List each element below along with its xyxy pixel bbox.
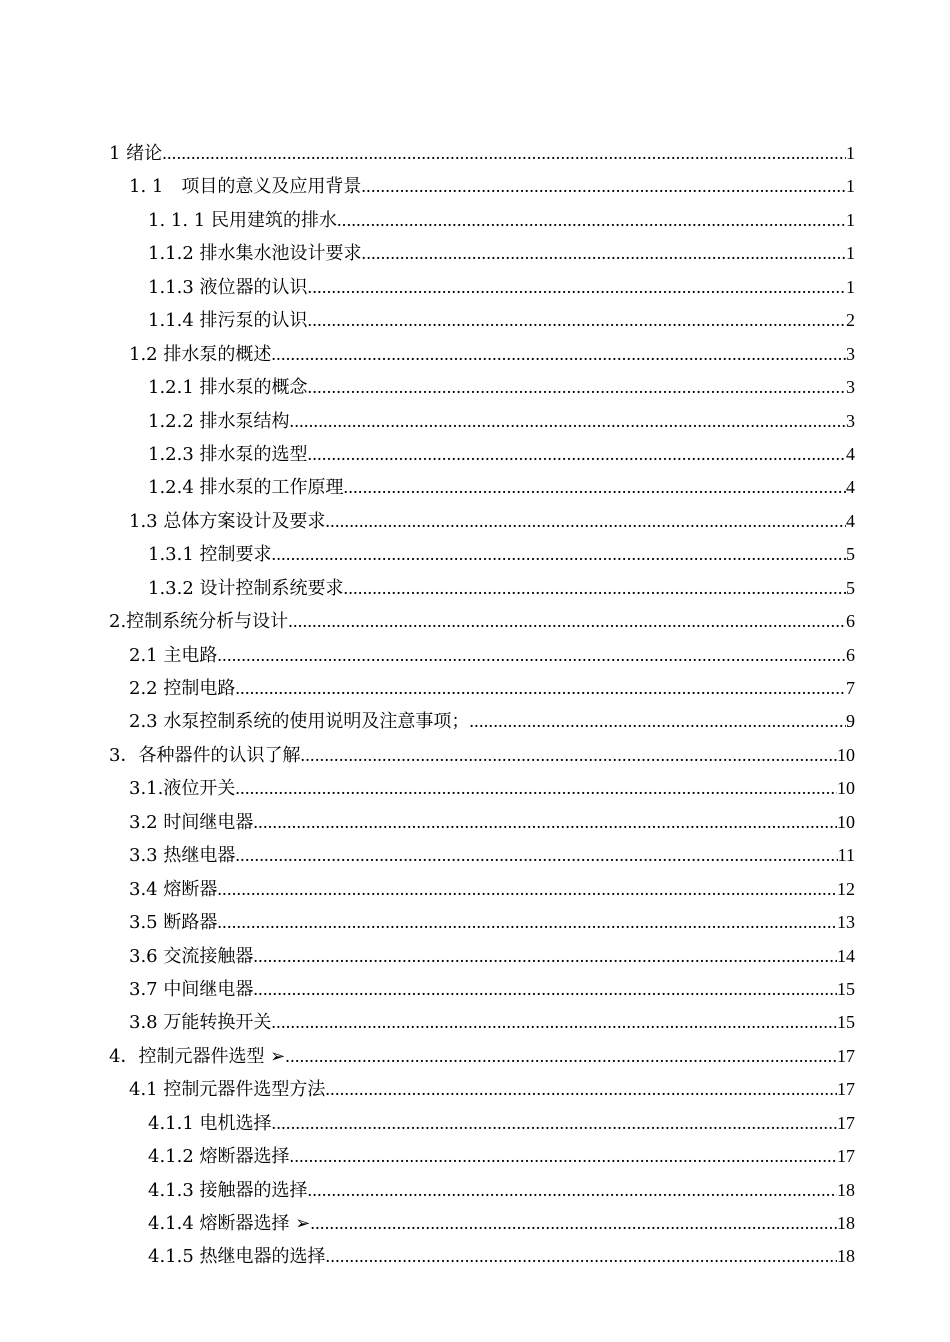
toc-page-number: 17 (837, 1112, 855, 1133)
toc-entry-title: 3.3 热继电器 (129, 845, 236, 867)
toc-dot-leader (337, 204, 846, 237)
toc-page-number: 10 (837, 778, 855, 799)
toc-entry[interactable] (0, 338, 950, 371)
toc-entry[interactable] (0, 672, 950, 705)
toc-page-number: 1 (846, 143, 855, 163)
toc-entry[interactable] (0, 237, 950, 270)
toc-dot-leader (217, 639, 846, 672)
toc-dot-leader (272, 1107, 837, 1140)
toc-entry[interactable] (0, 1140, 950, 1173)
toc-entry-title: 4.1.5 热继电器的选择 (148, 1246, 326, 1268)
toc-dot-leader (235, 772, 837, 805)
toc-page-number: 17 (837, 1079, 855, 1100)
toc-dot-leader (271, 338, 846, 371)
toc-entry-title: 1.2.4 排水泵的工作原理 (148, 477, 344, 499)
toc-dot-leader (308, 271, 846, 304)
toc-entry-title: 1 绪论 (109, 143, 163, 164)
toc-entry-title: 1.2 排水泵的概述 (129, 343, 272, 365)
toc-entry-title: 1.1.3 液位器的认识 (148, 276, 308, 298)
toc-dot-leader (217, 906, 837, 939)
toc-dot-leader (300, 739, 837, 772)
toc-entry[interactable] (0, 1006, 950, 1039)
toc-dot-leader (253, 973, 837, 1006)
toc-dot-leader (469, 705, 846, 738)
toc-entry-title: 3．各种器件的认识了解 (109, 744, 301, 766)
toc-entry[interactable] (0, 137, 950, 170)
toc-dot-leader (288, 605, 846, 638)
toc-page-number: 1 (846, 276, 855, 297)
toc-entry-title: 4．控制元器件选型 ➢ (109, 1045, 286, 1067)
toc-entry-title: 4.1 控制元器件选型方法 (129, 1079, 326, 1101)
toc-entry-title: 3.1.液位开关 (129, 778, 236, 800)
toc-page-number: 6 (846, 611, 855, 632)
toc-page-number: 10 (837, 811, 855, 832)
toc-entry[interactable] (0, 806, 950, 839)
toc-entry[interactable] (0, 639, 950, 672)
toc-entry-title: 1.3.2 设计控制系统要求 (148, 577, 344, 599)
toc-entry-title: 3.4 熔断器 (129, 878, 218, 900)
toc-entry-title: 2.2 控制电路 (129, 678, 236, 699)
toc-entry-title: 1.2.2 排水泵结构 (148, 410, 290, 432)
toc-page-number: 18 (837, 1246, 855, 1267)
toc-page-number: 18 (837, 1179, 855, 1200)
toc-page-number: 15 (837, 1012, 855, 1033)
toc-entry[interactable] (0, 271, 950, 304)
toc-dot-leader (310, 1207, 837, 1240)
toc-entry-title: 2.控制系统分析与设计 (109, 611, 289, 633)
toc-page-number: 3 (846, 410, 855, 431)
toc-page-number: 5 (846, 577, 855, 598)
toc-dot-leader (308, 371, 846, 404)
toc-page-number: 17 (837, 1146, 855, 1167)
toc-page-number: 15 (837, 978, 855, 999)
toc-entry[interactable] (0, 906, 950, 939)
toc-page-number: 10 (837, 744, 855, 765)
toc-entry-title: 3.2 时间继电器 (129, 811, 254, 833)
toc-entry[interactable] (0, 471, 950, 504)
toc-entry-title: 2.1 主电路 (129, 644, 218, 666)
toc-dot-leader (325, 505, 846, 538)
toc-entry[interactable] (0, 1174, 950, 1207)
toc-entry[interactable] (0, 1073, 950, 1106)
toc-page-number: 3 (846, 343, 855, 364)
toc-entry[interactable] (0, 1040, 950, 1073)
toc-entry-title: 1.1.2 排水集水池设计要求 (148, 243, 362, 265)
toc-dot-leader (272, 538, 846, 571)
toc-entry[interactable] (0, 1240, 950, 1273)
toc-entry[interactable] (0, 304, 950, 337)
toc-entry[interactable] (0, 605, 950, 638)
toc-entry-title: 1.1.4 排污泵的认识 (148, 310, 308, 332)
toc-entry-title: 1. 1 项目的意义及应用背景 (129, 176, 362, 198)
toc-dot-leader (235, 839, 837, 872)
toc-page-number: 11 (837, 845, 855, 866)
toc-dot-leader (290, 405, 846, 438)
toc-entry-title: 4.1.3 接触器的选择 (148, 1179, 308, 1201)
toc-entry[interactable] (0, 572, 950, 605)
toc-entry-title: 1.2.3 排水泵的选型 (148, 443, 308, 465)
toc-dot-leader (290, 1140, 837, 1173)
toc-dot-leader (253, 806, 837, 839)
toc-page-number: 4 (846, 443, 855, 464)
toc-page-number: 4 (846, 510, 855, 531)
toc-page-number: 14 (837, 945, 855, 966)
toc-entry[interactable] (0, 505, 950, 538)
toc-page-number: 1 (846, 176, 855, 197)
toc-entry[interactable] (0, 973, 950, 1006)
toc-dot-leader (325, 1073, 837, 1106)
toc-entry-title: 3.5 断路器 (129, 912, 218, 934)
toc-entry[interactable] (0, 438, 950, 471)
toc-entry[interactable] (0, 204, 950, 237)
toc-page-number: 7 (846, 678, 855, 698)
toc-entry-title: 4.1.4 熔断器选择 ➢ (148, 1213, 311, 1234)
toc-entry[interactable] (0, 739, 950, 772)
toc-entry[interactable] (0, 170, 950, 203)
toc-entry[interactable] (0, 839, 950, 872)
toc-dot-leader (308, 304, 846, 337)
toc-entry-title: 1. 1. 1 民用建筑的排水 (148, 209, 337, 231)
toc-entry[interactable] (0, 873, 950, 906)
toc-page-number: 5 (846, 544, 855, 565)
toc-entry[interactable] (0, 405, 950, 438)
toc-dot-leader (344, 572, 846, 605)
toc-dot-leader (253, 940, 837, 973)
toc-entry[interactable] (0, 705, 950, 738)
toc-dot-leader (271, 1006, 837, 1039)
toc-entry[interactable] (0, 1107, 950, 1140)
toc-dot-leader (308, 1174, 837, 1207)
toc-dot-leader (162, 137, 846, 170)
toc-dot-leader (362, 237, 846, 270)
toc-entry[interactable] (0, 538, 950, 571)
toc-entry-title: 4.1.1 电机选择 (148, 1112, 272, 1134)
toc-entry[interactable] (0, 940, 950, 973)
toc-entry-title: 1.3.1 控制要求 (148, 544, 272, 566)
toc-entry-title: 3.7 中间继电器 (129, 978, 254, 1000)
toc-page-number: 6 (846, 644, 855, 665)
toc-page-number: 1 (846, 209, 855, 230)
toc-page-number: 3 (846, 377, 855, 398)
table-of-contents (0, 137, 950, 1274)
toc-page-number: 1 (846, 243, 855, 264)
toc-dot-leader (344, 471, 846, 504)
toc-page-number: 17 (837, 1045, 855, 1066)
toc-entry-title: 4.1.2 熔断器选择 (148, 1146, 290, 1168)
toc-page-number: 9 (846, 711, 855, 732)
toc-dot-leader (326, 1240, 837, 1273)
toc-page-number: 13 (837, 912, 855, 933)
toc-dot-leader (361, 170, 846, 203)
toc-entry-title: 1.3 总体方案设计及要求 (129, 510, 326, 532)
toc-entry[interactable] (0, 772, 950, 805)
toc-dot-leader (217, 873, 837, 906)
toc-entry-title: 3.8 万能转换开关 (129, 1012, 272, 1034)
toc-entry[interactable] (0, 1207, 950, 1240)
toc-dot-leader (308, 438, 846, 471)
toc-entry[interactable] (0, 371, 950, 404)
toc-page-number: 2 (846, 310, 855, 331)
toc-page-number: 18 (837, 1213, 855, 1233)
toc-entry-title: 3.6 交流接触器 (129, 945, 254, 967)
toc-entry-title: 1.2.1 排水泵的概念 (148, 377, 308, 399)
toc-page-number: 12 (837, 878, 855, 899)
toc-dot-leader (285, 1040, 837, 1073)
toc-entry-title: 2.3 水泵控制系统的使用说明及注意事项； (129, 711, 470, 733)
toc-page-number: 4 (846, 477, 855, 498)
toc-dot-leader (235, 672, 846, 705)
